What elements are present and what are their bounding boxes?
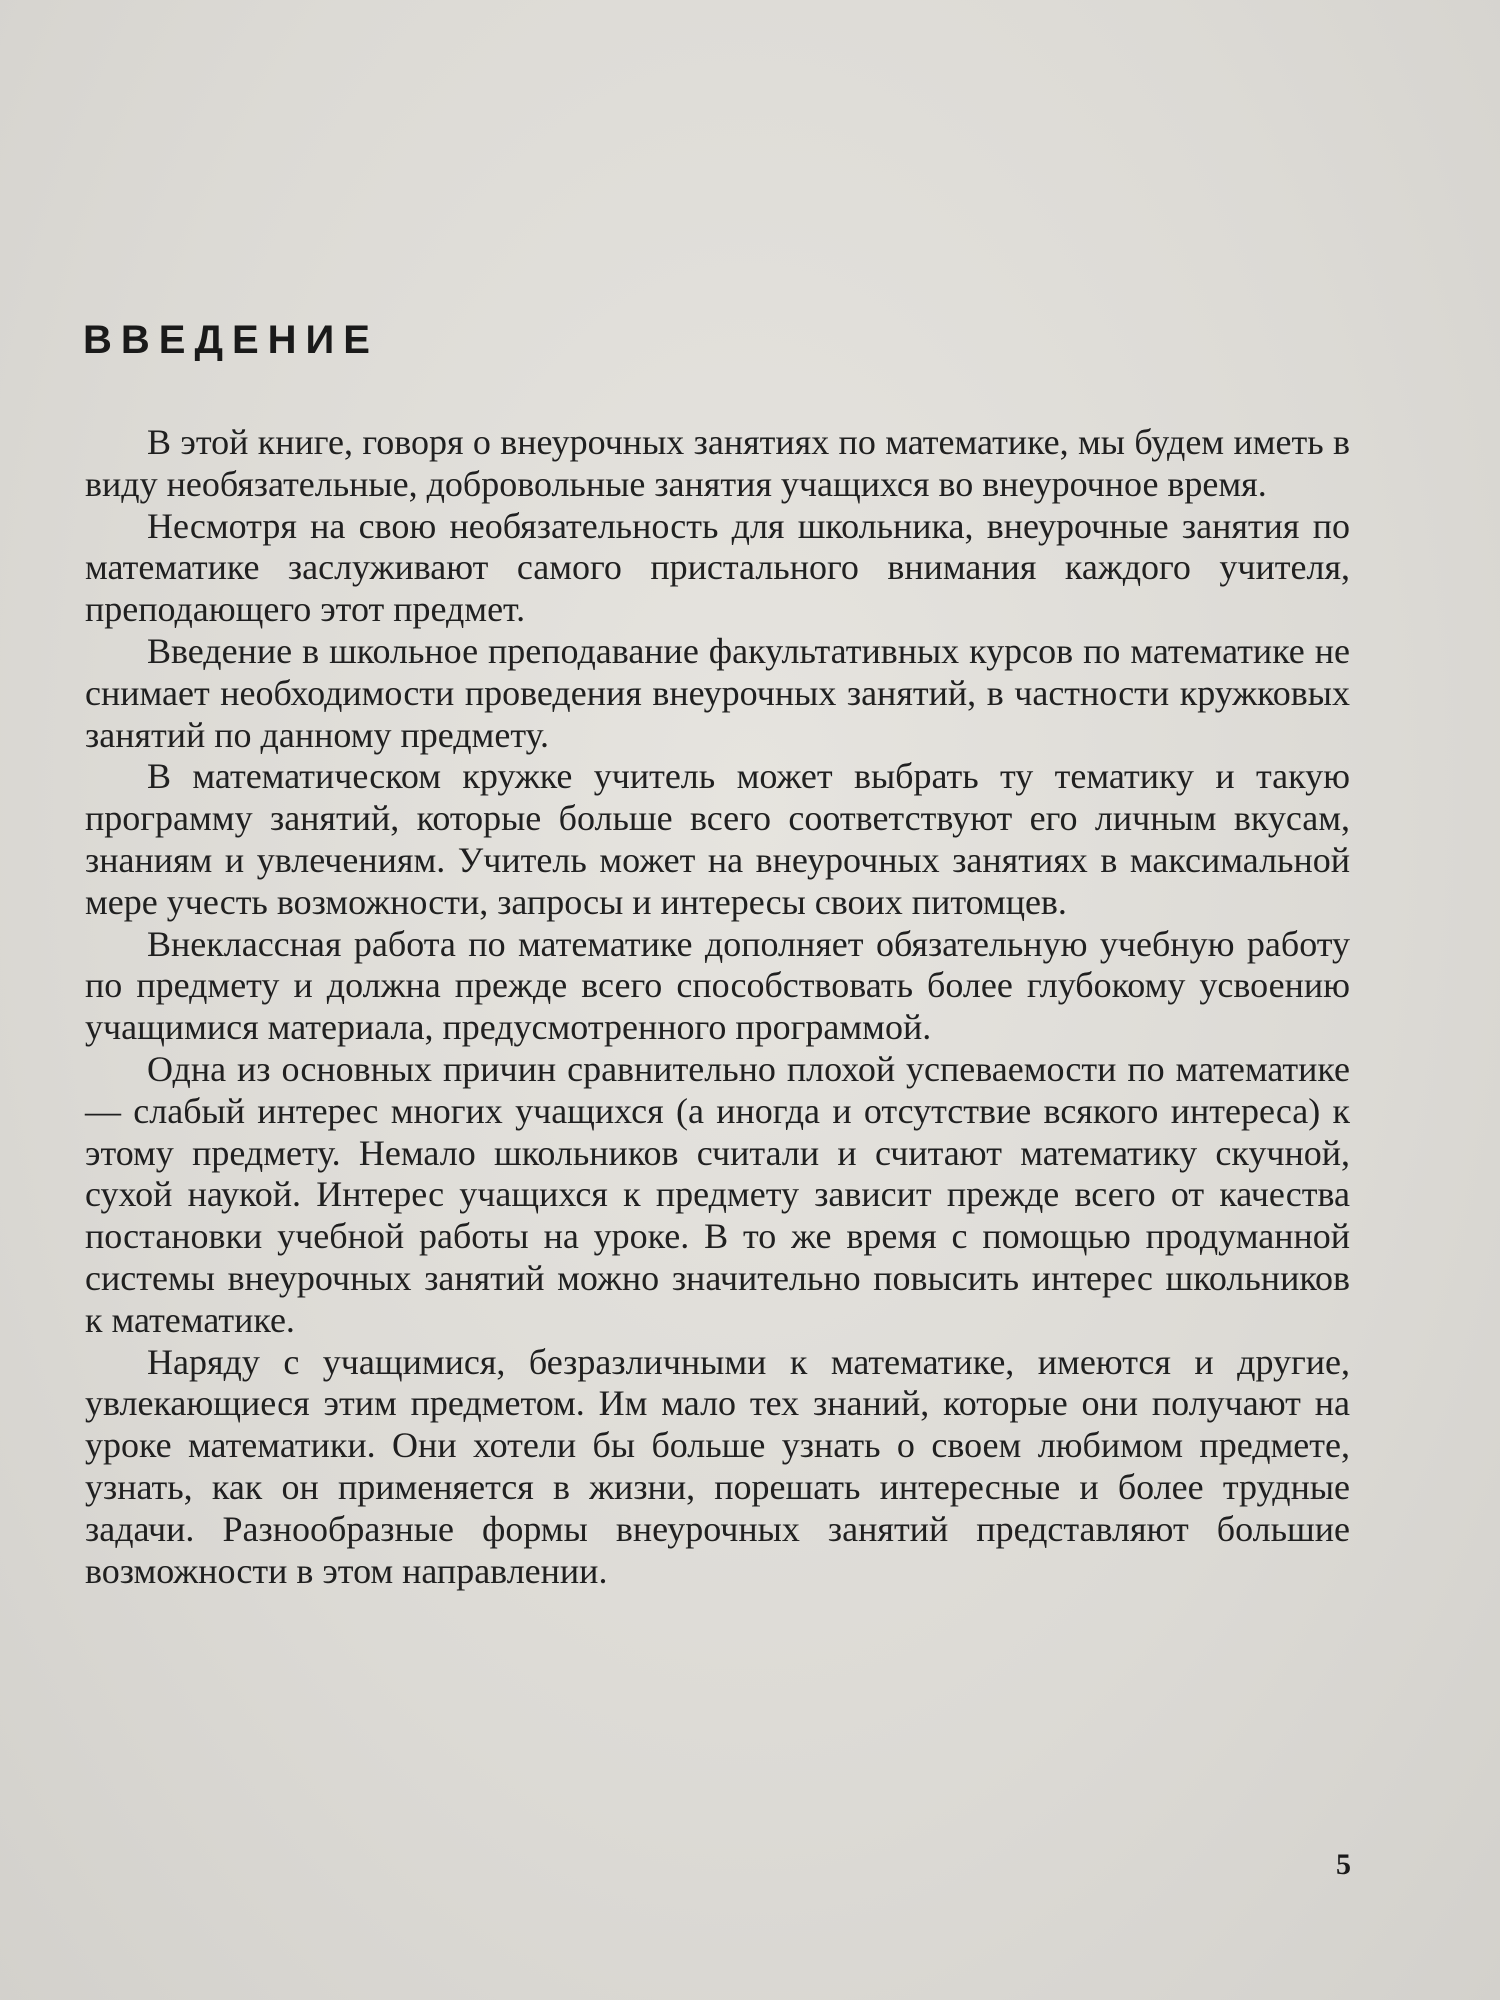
page-number: 5 — [1336, 1848, 1351, 1881]
paragraph-6: Одна из основных причин сравнительно плохой успеваемости по математике — слабый интерес многих учащихся (а иногда и отсутствие всякого интереса) к этому предмету. Немало школьников считали и считают математику скучной, сухой наукой. Интерес учащихся к предмету зависит прежде всего от качества постановки учебной работы на уроке. В то же время с помощью продуманной системы внеурочных занятий можно значительно повысить интерес школьников к математике. — [85, 1048, 1350, 1340]
paragraph-7: Наряду с учащимися, безразличными к математике, имеются и другие, увлекающиеся этим предметом. Им мало тех знаний, которые они получают на уроке математики. Они хотели бы больше узнать о своем любимом предмете, узнать, как он применяется в жизни, порешать интересные и более трудные задачи. Разнообразные формы внеурочных занятий представляют большие возможности в этом направлении. — [85, 1341, 1350, 1591]
paragraph-3: Введение в школьное преподавание факультативных курсов по математике не снимает необходимости проведения внеурочных занятий, в частности кружковых занятий по данному предмету. — [85, 630, 1350, 755]
chapter-heading: ВВЕДЕНИЕ — [83, 318, 379, 362]
paragraph-1: В этой книге, говоря о внеурочных занятиях по математике, мы будем иметь в виду необязательные, добровольные занятия учащихся во внеурочное время. — [85, 422, 1350, 504]
paragraph-4: В математическом кружке учитель может выбрать ту тематику и такую программу занятий, которые больше всего соответствуют его личным вкусам, знаниям и увлечениям. Учитель может на внеурочных занятиях в максимальной мере учесть возможности, запросы и интересы своих питомцев. — [85, 756, 1350, 922]
paragraph-5: Внеклассная работа по математике дополняет обязательную учебную работу по предмету и должна прежде всего способствовать более глубокому усвоению учащимися материала, предусмотренного программой. — [85, 923, 1350, 1048]
paragraph-2: Несмотря на свою необязательность для школьника, внеурочные занятия по математике заслуживают самого пристального внимания каждого учителя, преподающего этот предмет. — [85, 505, 1350, 630]
body-text — [85, 422, 1350, 1592]
